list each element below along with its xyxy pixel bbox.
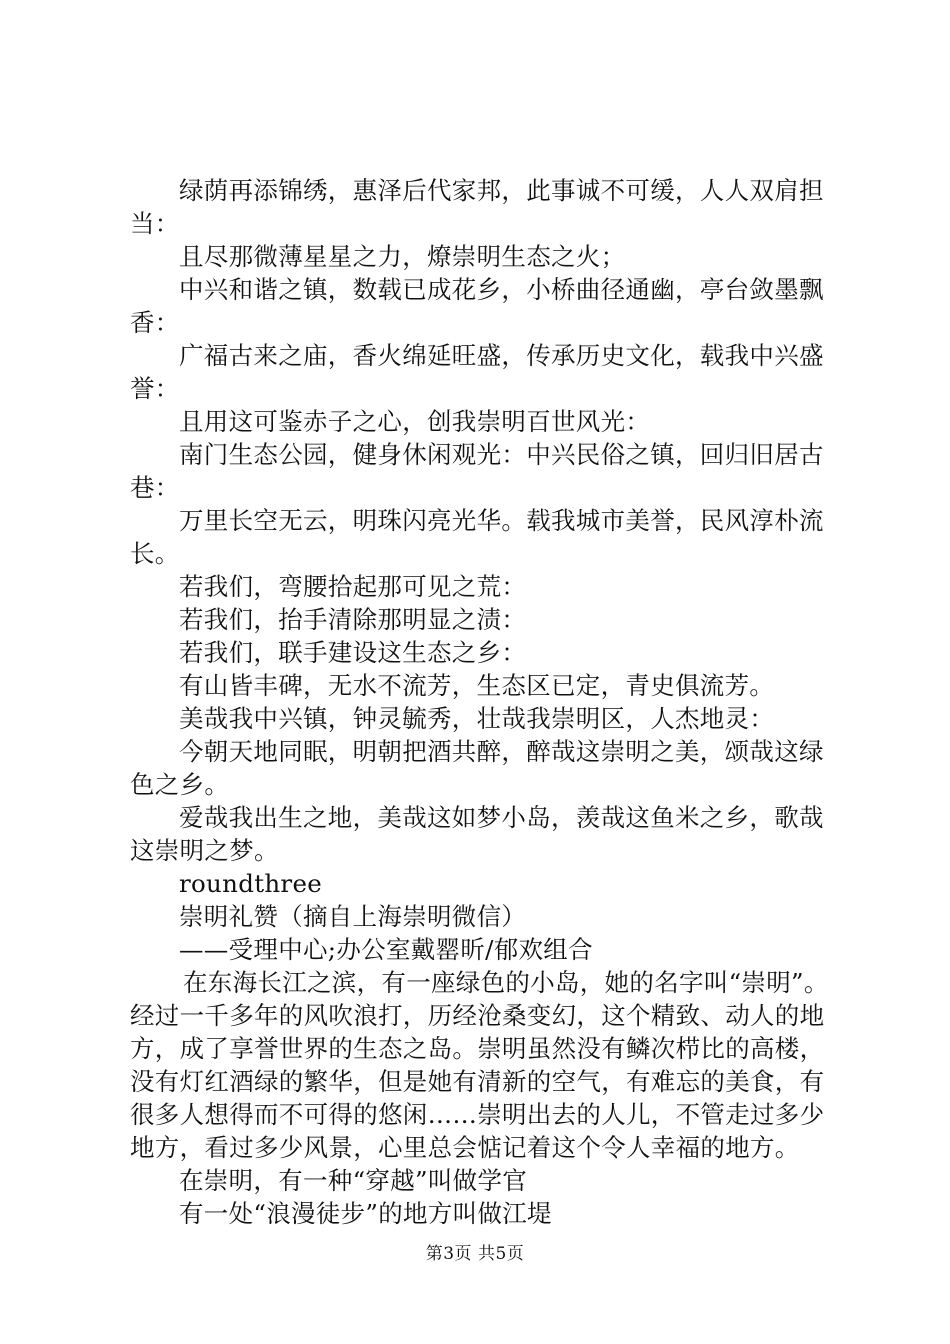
- paragraph: 有一处“浪漫徒步”的地方叫做江堤: [179, 1199, 552, 1228]
- paragraph: 且用这可鉴赤子之心，创我崇明百世风光：: [179, 407, 651, 436]
- paragraph: 今朝天地同眠，明朝把酒共醉，醉哉这崇明之美，颂哉这绿色之乡。: [130, 737, 824, 799]
- paragraph: 中兴和谐之镇，数载已成花乡，小桥曲径通幽，亭台敛墨飘香：: [130, 275, 824, 337]
- paragraph: 美哉我中兴镇，钟灵毓秀，壮哉我崇明区，人杰地灵：: [179, 704, 775, 733]
- section-byline: ——受理中心;办公室戴罂昕/郁欢组合: [179, 935, 593, 964]
- paragraph: 爱哉我出生之地，美哉这如梦小岛，羡哉这鱼米之乡，歌哉这崇明之梦。: [130, 803, 824, 865]
- paragraph: 广福古来之庙，香火绵延旺盛，传承历史文化，载我中兴盛誉：: [130, 341, 824, 403]
- section-label: roundthree: [179, 869, 323, 898]
- paragraph: 绿荫再添锦绣，惠泽后代家邦，此事诚不可缓，人人双肩担当：: [130, 176, 824, 238]
- paragraph: 南门生态公园，健身休闲观光：中兴民俗之镇，回归旧居古巷：: [130, 440, 824, 502]
- paragraph: 在东海长江之滨，有一座绿色的小岛，她的名字叫“崇明”。经过一千多年的风吹浪打，历经沧桑变幻，这个精致、动人的地方，成了享誉世界的生态之岛。崇明虽然没有鳞次栉比的高楼，没有灯红酒绿的繁华，但是她有清新的空气，有难忘的美食，有很多人想得而不可得的悠闲……崇明出去的人儿，不管走过多少地方，看过多少风景，心里总会惦记着这个令人幸福的地方。: [130, 968, 829, 1162]
- paragraph: 万里长空无云，明珠闪亮光华。载我城市美誉，民风淳朴流长。: [130, 506, 824, 568]
- paragraph: 若我们，弯腰拾起那可见之荒：: [179, 572, 527, 601]
- document-body: [130, 174, 835, 1230]
- paragraph: 若我们，抬手清除那明显之渍：: [179, 605, 527, 634]
- page-number-footer: 第3页 共5页: [425, 1244, 525, 1264]
- paragraph: 在崇明，有一种“穿越”叫做学官: [179, 1166, 528, 1195]
- section-title: 崇明礼赞（摘自上海崇明微信）: [179, 902, 527, 931]
- paragraph: 且尽那微薄星星之力，燎崇明生态之火；: [179, 242, 626, 271]
- paragraph: 若我们，联手建设这生态之乡：: [179, 638, 527, 667]
- paragraph: 有山皆丰碑，无水不流芳，生态区已定，青史俱流芳。: [179, 671, 775, 700]
